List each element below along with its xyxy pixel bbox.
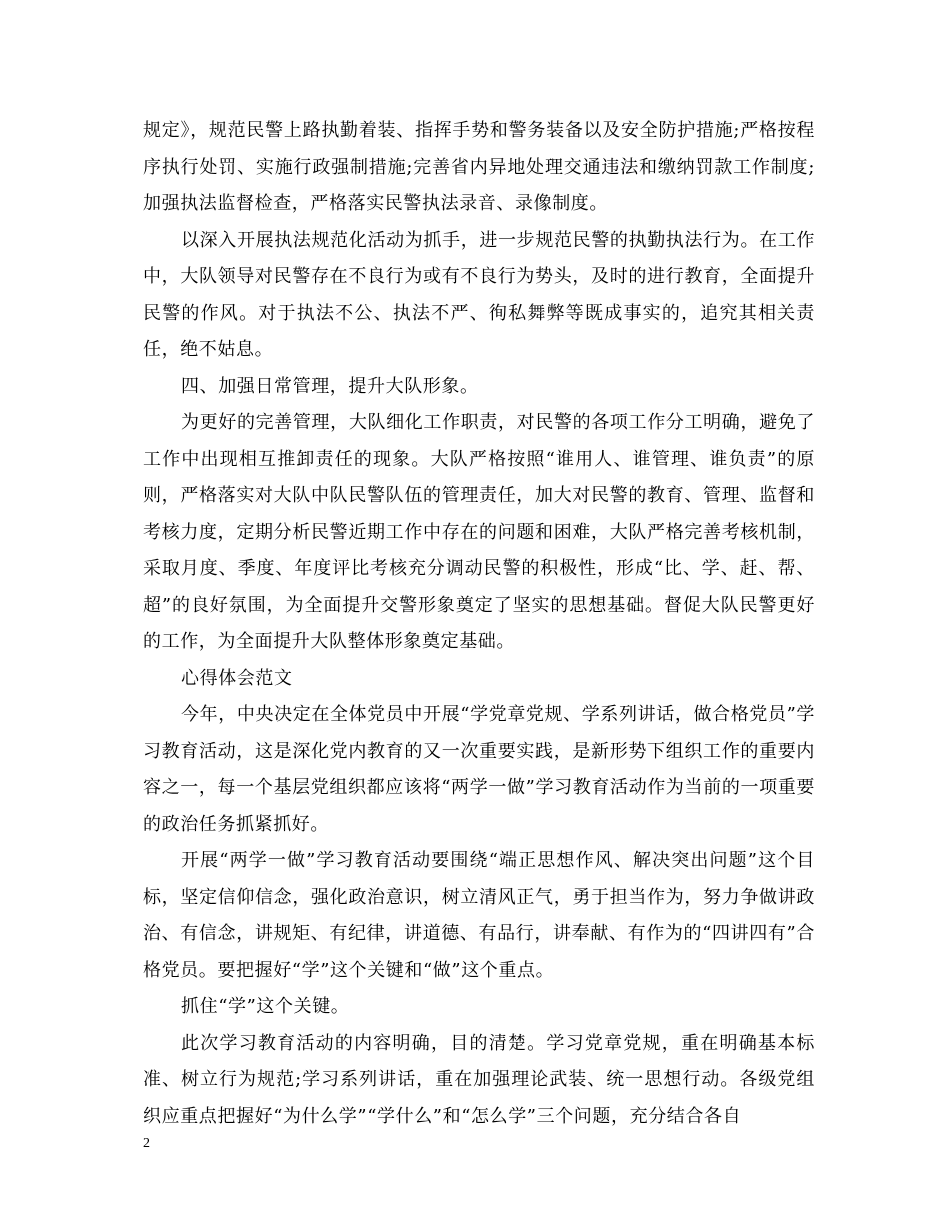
paragraph-6: 此次学习教育活动的内容明确，目的清楚。学习党章党规，重在明确基本标准、树立行为规范;学习系列讲话，重在加强理论武装、统一思想行动。各级党组织应重点把握好“为什么学”“学什么”和“怎么学”三个问题，充分结合各自 xyxy=(143,1032,815,1127)
subheading-study: 抓住“学”这个关键。 xyxy=(181,996,350,1017)
paragraph-3: 为更好的完善管理，大队细化工作职责，对民警的各项工作分工明确，避免了工作中出现相互推卸责任的现象。大队严格按照“谁用人、谁管理、谁负责”的原则，严格落实对大队中队民警队伍的管理责任，加大对民警的教育、管理、监督和考核力度，定期分析民警近期工作中存在的问题和困难，大队严格完善考核机制，采取月度、季度、年度评比考核充分调动民警的积极性，形成“比、学、赶、帮、超”的良好氛围，为全面提升交警形象奠定了坚实的思想基础。督促大队民警更好的工作，为全面提升大队整体形象奠定基础。 xyxy=(143,412,815,652)
section-heading-4: 四、加强日常管理，提升大队形象。 xyxy=(181,375,479,397)
body-text xyxy=(143,113,815,1135)
paragraph-2: 以深入开展执法规范化活动为抓手，进一步规范民警的执勤执法行为。在工作中，大队领导对民警存在不良行为或有不良行为势头，及时的进行教育，全面提升民警的作风。对于执法不公、执法不严、徇私舞弊等既成事实的，追究其相关责任，绝不姑息。 xyxy=(143,229,815,360)
paragraph-5: 开展“两学一做”学习教育活动要围绕“端正思想作风、解决突出问题”这个目标，坚定信仰信念，强化政治意识，树立清风正气，勇于担当作为，努力争做讲政治、有信念，讲规矩、有纪律，讲道德、有品行，讲奉献、有作为的“四讲四有”合格党员。要把握好“学”这个关键和“做”这个重点。 xyxy=(143,850,815,981)
paragraph-1: 规定》，规范民警上路执勤着装、指挥手势和警务装备以及安全防护措施;严格按程序执行处罚、实施行政强制措施;完善省内异地处理交通违法和缴纳罚款工作制度;加强执法监督检查，严格落实民警执法录音、录像制度。 xyxy=(143,120,815,214)
page-number: 2 xyxy=(143,1136,150,1151)
paragraph-4: 今年，中央决定在全体党员中开展“学党章党规、学系列讲话，做合格党员”学习教育活动，这是深化党内教育的又一次重要实践，是新形势下组织工作的重要内容之一，每一个基层党组织都应该将“两学一做”学习教育活动作为当前的一项重要的政治任务抓紧抓好。 xyxy=(143,704,815,835)
section-heading-sample: 心得体会范文 xyxy=(181,667,293,689)
